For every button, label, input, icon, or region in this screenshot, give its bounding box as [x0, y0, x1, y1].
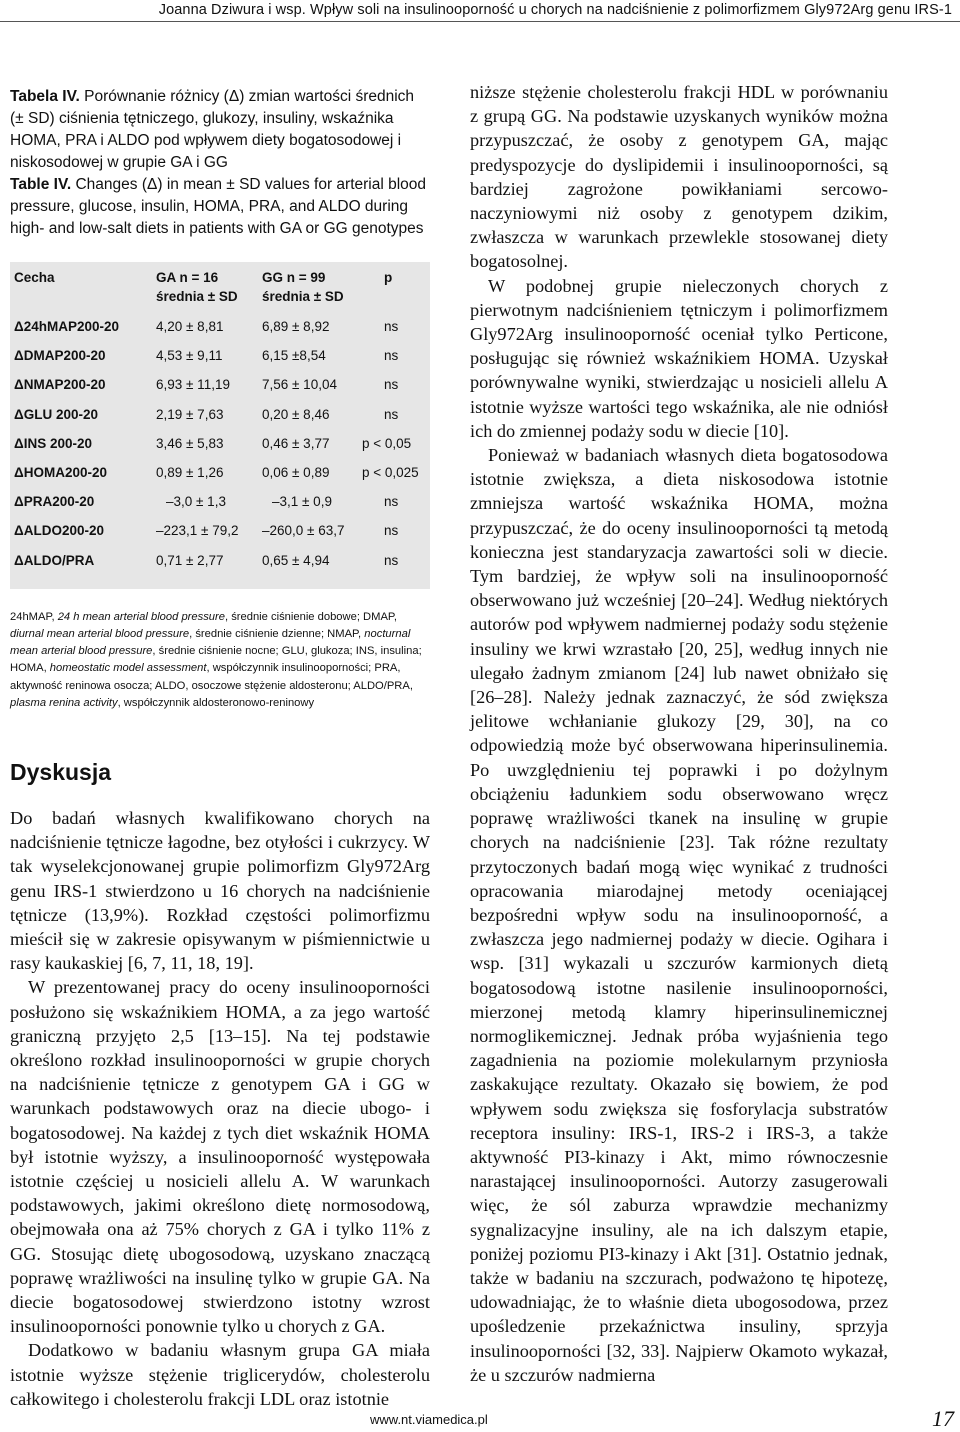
footnote-run: , średnie ciśnienie dobowe; DMAP,	[224, 610, 398, 623]
paragraph: niższe stężenie cholesterolu frakcji HDL w porównaniu z grupą GG. Na podstawie uzyskanych wyników można przypuszczać, że osoby z genotypem GA, mając predyspozycje do dyslipidemii i insulinooporności, są bardziej zagrożone powikłaniami sercowo-naczyniowymi niż osoby z genotypem dzikim, zwłaszcza w warunkach przewlekle stosowanej diety bogatosolnej.	[470, 82, 888, 272]
row-gg: 0,65 ± 4,94	[262, 552, 330, 568]
row-name: ΔINS 200-20	[14, 435, 92, 451]
data-table	[10, 262, 430, 575]
row-name: ΔDMAP200-20	[14, 348, 106, 364]
footnote-run: diurnal mean arterial blood pressure	[10, 627, 190, 640]
footnote-run: homeostatic model assessment	[49, 662, 207, 675]
row-ga: 2,19 ± 7,63	[156, 406, 224, 422]
row-p: ns	[384, 406, 399, 422]
row-gg: 6,89 ± 8,92	[262, 319, 330, 335]
header-ga-sub: średnia ± SD	[156, 289, 238, 304]
table-label-pl: Tabela IV.	[10, 88, 80, 105]
row-ga: 0,71 ± 2,77	[156, 552, 224, 568]
row-gg: 0,20 ± 8,46	[262, 406, 330, 422]
header-gg	[262, 262, 362, 312]
page-number: 17	[932, 1406, 954, 1431]
paragraph: W prezentowanej pracy do oceny insulinooporności posłużono się wskaźnikiem HOMA, a za jego wartość graniczną przyjęto 2,5 [13–15]. Na tej podstawie określono rozkład insulinooporności w grupie chorych na nadciśnienie tętnicze z genotypem GA i GG w warunkach podstawowych oraz na diecie ubogo- i bogatosodowej. Na każdej z tych diet wskaźnik HOMA był istotnie wyższy, a insulinooporność występowała istotnie częściej u nosicieli allelu A. W warunkach podstawowych, jakimi określono dietę normosodową, obejmowała ona aż 75% chorych z GA i tylko 11% z GG. Stosując dietę ubogosodową, uzyskano znaczącą poprawę wrażliwości na insulinę tylko w grupie GA. Na diecie bogatosodowej stwierdzono istotny wzrost insulinooporności ponownie tylko u chorych z GA.	[10, 977, 430, 1337]
table-row	[10, 370, 430, 399]
row-p: ns	[384, 319, 399, 335]
section-heading: Dyskusja	[10, 758, 112, 785]
footnote-run: 24 h mean arterial blood pressure	[57, 610, 225, 623]
table-row	[10, 400, 430, 429]
footnote-run: , średnie ciśnienie nocne; GLU, glukoza; INS, insulina; HOMA,	[10, 645, 422, 675]
row-ga: 0,89 ± 1,26	[156, 465, 224, 481]
table-row	[10, 312, 430, 341]
row-name: ΔNMAP200-20	[14, 377, 106, 393]
footnote-run: 24hMAP,	[10, 610, 58, 623]
footnote-run: plasma renina activity	[10, 696, 118, 709]
header-p: p	[384, 270, 393, 285]
row-ga: 3,46 ± 5,83	[156, 435, 224, 451]
row-name: ΔALDO200-20	[14, 523, 104, 539]
table-label-en: Table IV.	[10, 176, 72, 193]
row-name: ΔPRA200-20	[14, 494, 95, 510]
row-gg: 0,06 ± 0,89	[262, 465, 330, 481]
table-row	[10, 546, 430, 575]
header-ga	[156, 262, 262, 312]
footnote-run: , współczynnik insulinooporności; PRA, aktywność reninowa osocza; ALDO, osoczowe stężenie aldosteronu; ALDO/PRA,	[10, 662, 413, 692]
row-p: ns	[384, 552, 399, 568]
row-name: ΔALDO/PRA	[14, 552, 95, 568]
header-cecha: Cecha	[14, 270, 55, 285]
table-caption-pl-text: Porównanie różnicy (Δ) zmian wartości średnich (± SD) ciśnienia tętniczego, glukozy, insuliny, wskaźnika HOMA, PRA i ALDO pod wpływem diety bogatosodowej i niskosodowej w grupie GA i GG	[10, 88, 415, 171]
header-gg-sub: średnia ± SD	[262, 289, 344, 304]
table-caption-en	[10, 174, 430, 240]
row-gg: 7,56 ± 10,04	[262, 377, 337, 393]
row-ga: –223,1 ± 79,2	[156, 523, 239, 539]
table-caption-en-text: Changes (Δ) in mean ± SD values for arterial blood pressure, glucose, insulin, HOMA, PRA, and ALDO during high- and low-salt diets in patients with GA or GG genotypes	[10, 176, 427, 237]
paragraph: W podobnej grupie nieleczonych chorych z pierwotnym nadciśnieniem tętniczym i polimorfizmem Gly972Arg insulinooporność oceniał tylko Perticone, posługując się również wskaźnikiem HOMA. Uzyskał porównywalne wyniki, stwierdzając u nosicieli allelu A istotnie wyższe wartości tego wskaźnika, ale nie odniósł ich do zmiennej podaży sodu w diecie [10].	[470, 275, 888, 441]
row-ga: –3,0 ± 1,3	[166, 494, 226, 510]
row-ga: 4,20 ± 8,81	[156, 319, 224, 335]
row-gg: 0,46 ± 3,77	[262, 435, 330, 451]
running-head-text: Joanna Dziwura i wsp. Wpływ soli na insulinooporność u chorych na nadciśnienie z polimorfizmem Gly972Arg genu IRS-1	[158, 2, 952, 18]
row-p: p < 0,025	[362, 465, 419, 481]
row-name: ΔGLU 200-20	[14, 406, 98, 422]
paragraph: Do badań własnych kwalifikowano chorych na nadciśnienie tętnicze łagodne, bez otyłości i cukrzycy. W tak wyselekcjonowanej grupie polimorfizm Gly972Arg genu IRS-1 stwierdzono u 16 chorych na nadciśnienie tętnicze (13,9%). Rozkład częstości polimorfizmu mieścił się w zakresie opisywanym w piśmiennictwie u rasy kaukaskiej [6, 7, 11, 18, 19].	[10, 807, 430, 974]
header-ga-label: GA n = 16	[156, 270, 219, 285]
left-column	[10, 86, 430, 1411]
table-row	[10, 487, 430, 516]
row-ga: 4,53 ± 9,11	[156, 348, 223, 364]
left-body-text	[10, 806, 430, 1411]
row-gg: –3,1 ± 0,9	[272, 494, 332, 510]
paragraph: Ponieważ w badaniach własnych dieta bogatosodowa istotnie zwiększa, a dieta niskosodowa istotnie zmniejsza wartość wskaźnika HOMA, można przypuszczać, że do oceny insulinooporności tą metodą konieczna jest standaryzacja zawartości soli w diecie. Tym bardziej, że wpływ soli na insulinooporność obserwowano już wcześniej [20–24]. Według niektórych autorów pod wpływem nadmiernej podaży sodu stężenie insuliny we krwi wzrastało [20, 25], według innych nie ulegało żadnym zmianom [24] lub nawet obniżało się [26–28]. Należy jednak zaznaczyć, że sód zwiększa jelitowe wchłanianie glukozy [29, 30], na co odpowiedzią może być obserwowana hiperinsulinemia. Po uwzględnieniu tej poprawki i po dożylnym obciążeniu ładunkiem sodu obserwowano wręcz poprawę wrażliwości tkanek na insulinę w grupie chorych na nadciśnienie [23]. Tak różne rezultaty przytoczonych badań mogą więc wynikać z trudności opracowania miarodajnej metody oceniającej bezpośredni wpływ sodu na insulinooporność, a zwłaszcza jego nadmiernej podaży w diecie. Ogihara i wsp. [31] wykazali u szczurów karmionych dietą bogatosodową istotne nasilenie insulinooporności, mierzonej metodą klamry hiperinsulinemicznej normoglikemicznej. Jednak próba wyjaśnienia tego zagadnienia na poziomie molekularnym przyniosła zaskakujące rezultaty. Okazało się bowiem, że pod wpływem sodu zwiększa się fosforylacja substratów receptora insuliny: IRS-1, IRS-2 i IRS-3, a także aktywność PI3-kinazy i Akt, mimo równoczesnie narastającej insulinooporności. Autorzy zasugerowali więc, że sól zaburza wprawdzie mechanizmy sygnalizacyjne insuliny, ale na ich dalszym etapie, poniżej poziomu PI3-kinazy i Akt [31]. Ostatnio jednak, także w badaniu na szczurach, podważono tę hipotezę, udowadniając, że to właśnie dieta ubogosodowa, przez upośledzenie przekaźnictwa insuliny, sprzyja insulinooporności [32, 33]. Najpierw Okamoto wykazał, że u szczurów nadmierna	[470, 445, 888, 1385]
row-p: ns	[384, 523, 399, 539]
row-name: Δ24hMAP200-20	[14, 319, 120, 335]
table-row	[10, 458, 430, 487]
table-footnote	[10, 609, 430, 712]
row-p: ns	[384, 348, 399, 364]
row-p: p < 0,05	[362, 435, 412, 451]
row-name: ΔHOMA200-20	[14, 465, 107, 481]
table-row	[10, 429, 430, 458]
row-gg: 6,15 ±8,54	[262, 348, 326, 364]
row-ga: 6,93 ± 11,19	[156, 377, 230, 393]
table-row	[10, 516, 430, 545]
footnote-run: , współczynnik aldosteronowo-reninowy	[117, 696, 315, 709]
table-header-row	[10, 262, 430, 312]
footer-url: www.nt.viamedica.pl	[370, 1412, 488, 1427]
paragraph: Dodatkowo w badaniu własnym grupa GA miała istotnie wyższe stężenie triglicerydów, cholesterolu całkowitego i cholesterolu frakcji LDL oraz istotnie	[10, 1340, 430, 1409]
data-table-box	[10, 262, 430, 589]
header-gg-label: GG n = 99	[262, 270, 326, 285]
row-p: ns	[384, 377, 399, 393]
running-head	[0, 0, 960, 22]
footnote-run: nocturnal mean arterial blood pressure	[10, 627, 411, 658]
row-p: ns	[384, 494, 399, 510]
right-column	[470, 80, 888, 1387]
table-row	[10, 341, 430, 370]
row-gg: –260,0 ± 63,7	[262, 523, 345, 539]
table-caption-pl	[10, 86, 430, 174]
running-head-rule	[0, 21, 960, 22]
footnote-run: , średnie ciśnienie dzienne; NMAP,	[189, 627, 365, 640]
